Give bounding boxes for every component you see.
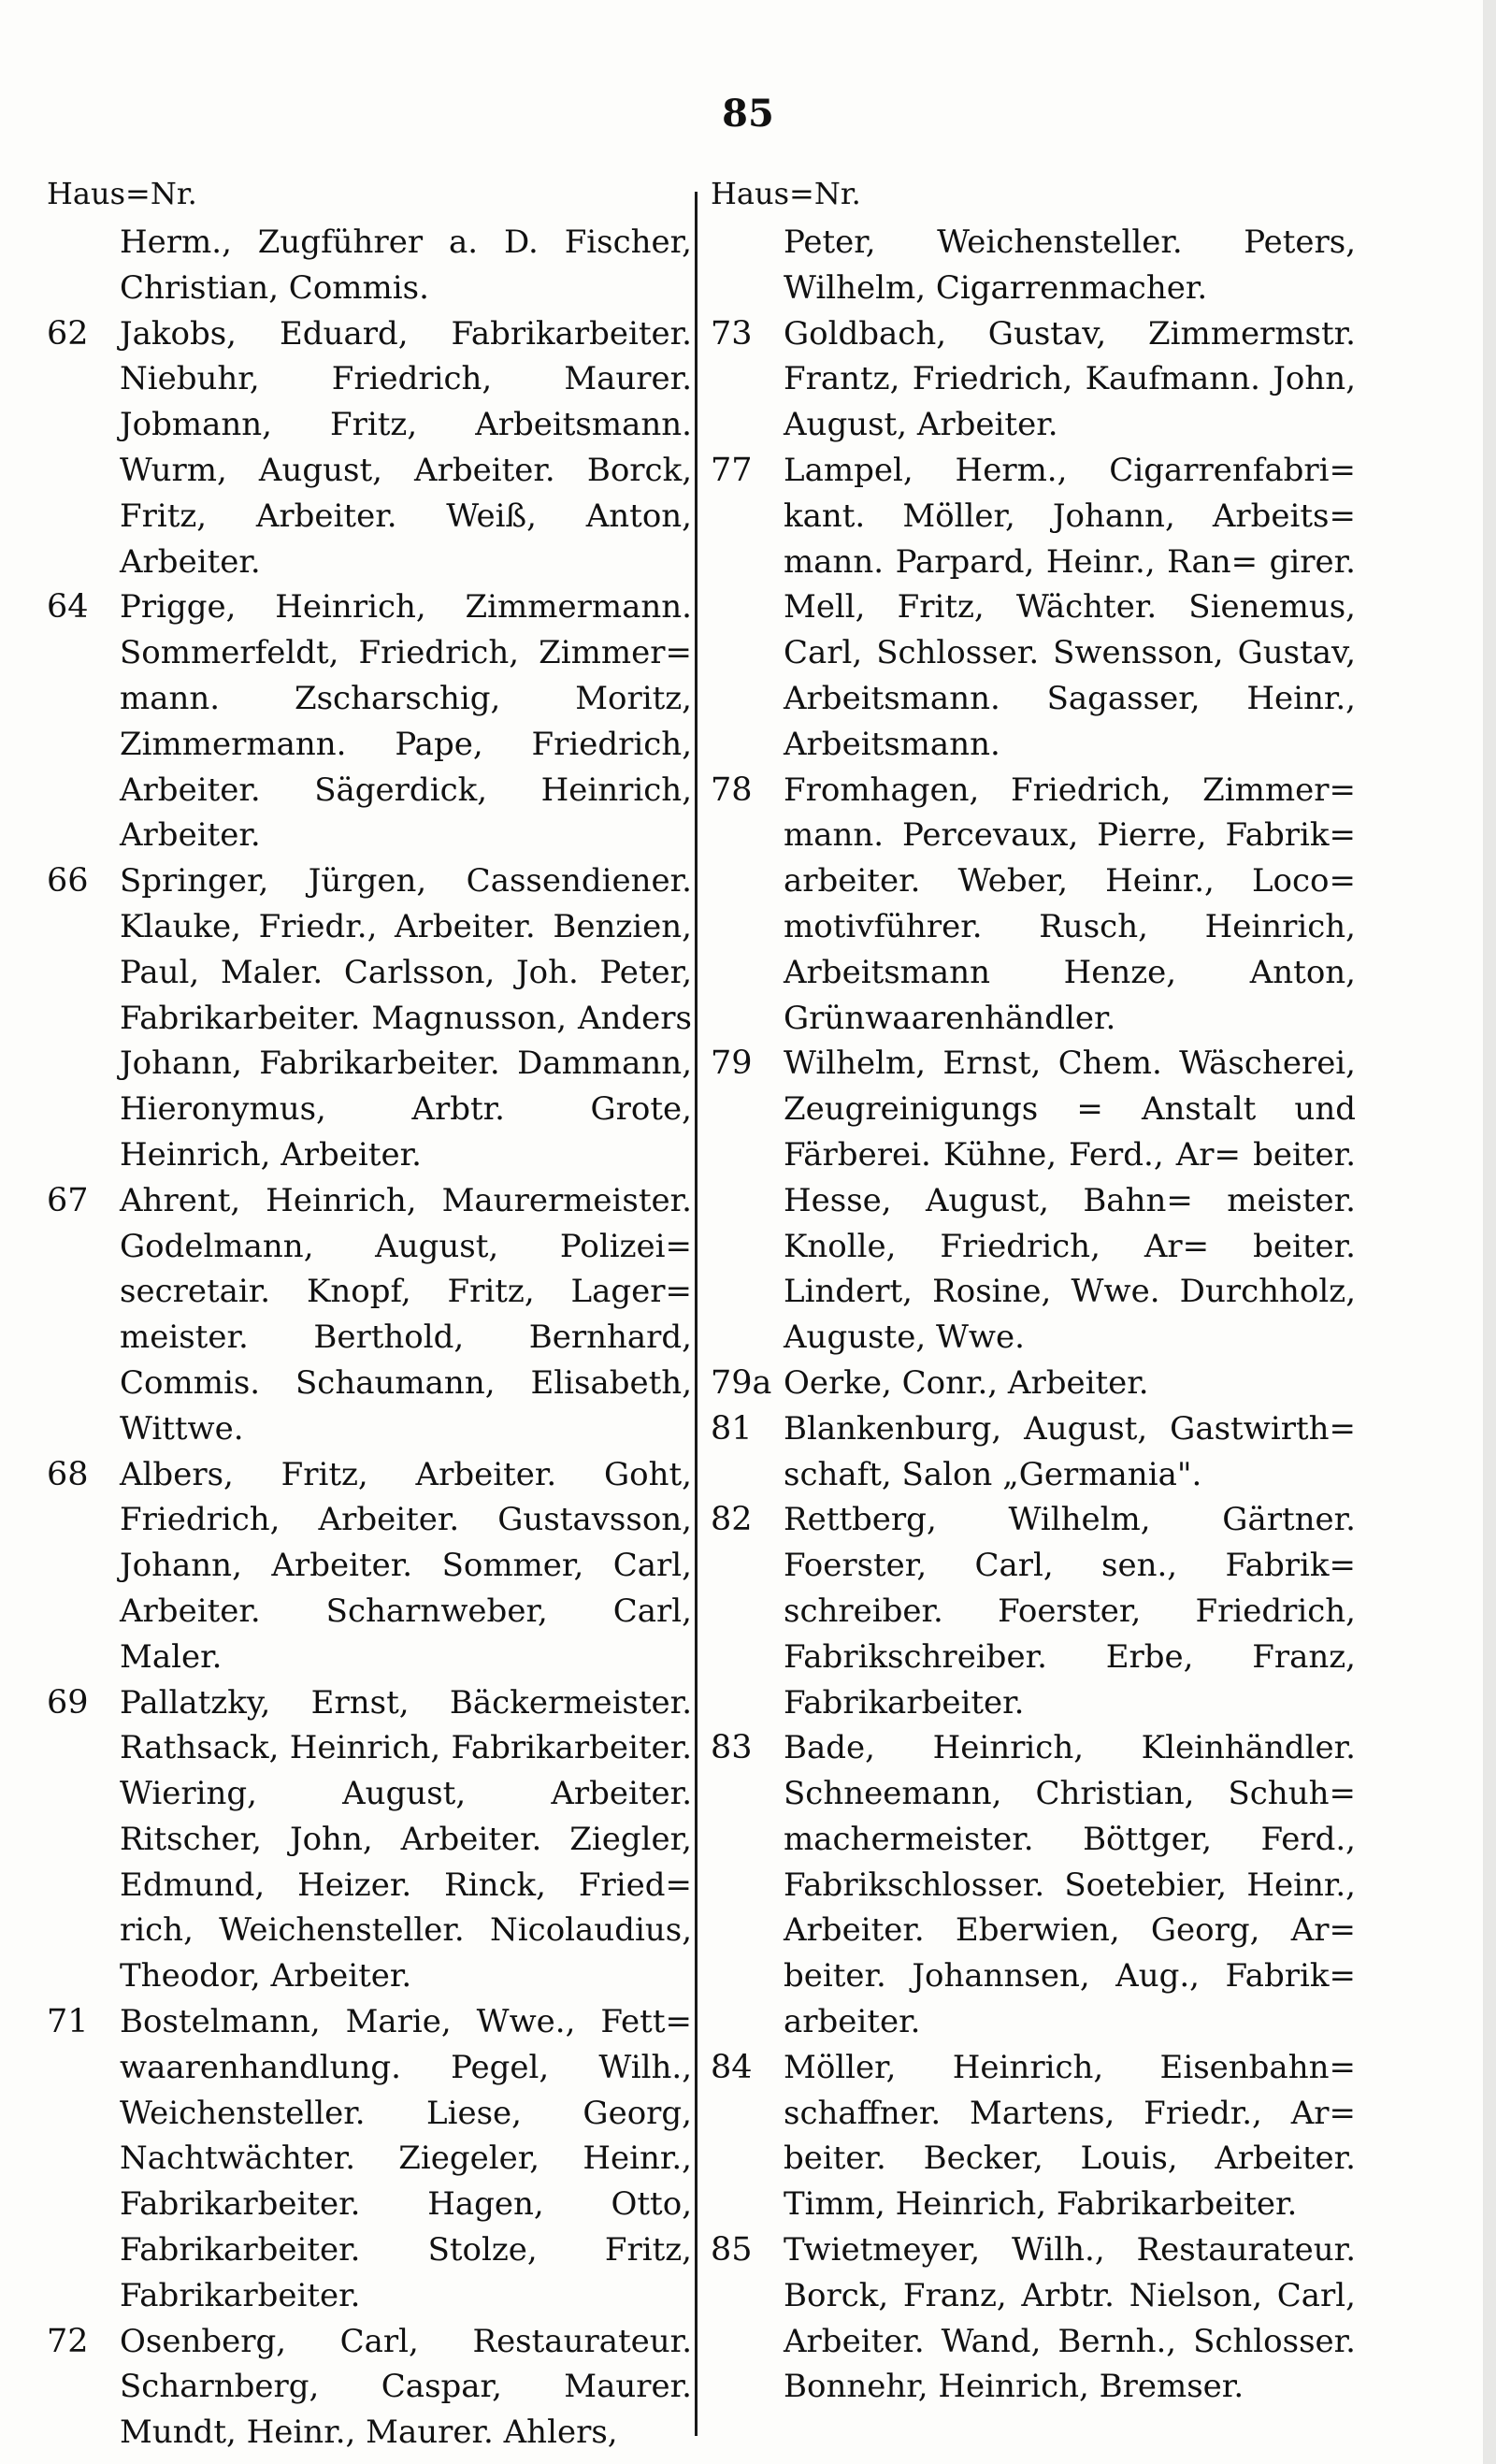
house-number: 84 [711,2048,753,2086]
right-column [711,173,1356,2410]
house-number: 64 [47,588,89,627]
entry-text: Herm., Zugführer a. D. Fischer, Christian, Commis. [120,223,692,307]
page-number: 85 [722,92,774,136]
directory-entry [711,1041,1356,1361]
entry-text: Blankenburg, August, Gastwirth= schaft, Salon „Germania". [784,1409,1356,1493]
directory-entry [47,2319,692,2456]
house-number: 72 [47,2322,89,2360]
directory-entry [711,768,1356,1042]
directory-entry [711,220,1356,311]
house-number: 79a [711,1363,772,1402]
directory-entry [711,1497,1356,1725]
directory-entry [47,584,692,858]
house-number: 66 [47,862,89,901]
directory-entry [711,311,1356,448]
directory-entry [47,1452,692,1680]
house-number: 81 [711,1409,753,1448]
column-divider [695,192,698,2436]
directory-entry [47,1680,692,2000]
directory-entry [711,2227,1356,2410]
directory-entry [47,1178,692,1452]
directory-entry [711,448,1356,768]
directory-entry [711,1361,1356,1406]
entry-text: Goldbach, Gustav, Zimmermstr. Frantz, Friedrich, Kaufmann. John, August, Arbeiter. [784,314,1356,444]
entry-text: Fromhagen, Friedrich, Zimmer= mann. Percevaux, Pierre, Fabrik= arbeiter. Weber, Heinr., Loco= motivführer. Rusch, Heinrich, Arbeitsmann Henze, Anton, Grünwaarenhändler. [784,771,1356,1037]
left-column-header: Haus=Nr. [47,176,197,211]
entry-text: Rettberg, Wilhelm, Gärtner. Foerster, Carl, sen., Fabrik= schreiber. Foerster, Friedrich, Fabrikschreiber. Erbe, Franz, Fabrikarbeiter. [784,1501,1356,1722]
directory-entry [47,858,692,1178]
house-number: 78 [711,771,753,809]
house-number: 82 [711,1501,753,1539]
entry-text: Bade, Heinrich, Kleinhändler. Schneemann, Christian, Schuh= machermeister. Böttger, Ferd., Fabrikschlosser. Soetebier, Heinr., Arbeiter. Eberwien, Georg, Ar= beiter. Johannsen, Aug., Fabrik= arbeiter. [784,1729,1356,2041]
house-number: 73 [711,314,753,353]
house-number: 79 [711,1045,753,1083]
right-column-header: Haus=Nr. [711,176,861,211]
directory-entry [47,220,692,311]
directory-entry [711,2045,1356,2227]
entry-text: Oerke, Conr., Arbeiter. [784,1363,1149,1402]
entry-text: Twietmeyer, Wilh., Restaurateur. Borck, Franz, Arbtr. Nielson, Carl, Arbeiter. Wand, Bernh., Schlosser. Bonnehr, Heinrich, Bremser. [784,2231,1356,2406]
entry-text: Springer, Jürgen, Cassendiener. Klauke, Friedr., Arbeiter. Benzien, Paul, Maler. Carlsson, Joh. Peter, Fabrikarbeiter. Magnusson, Anders Johann, Fabrikarbeiter. Dammann, Hieronymus, Arbtr. Grote, Heinrich, Arbeiter. [120,862,692,1174]
entry-text: Wilhelm, Ernst, Chem. Wäscherei, Zeugreinigungs = Anstalt und Färberei. Kühne, Ferd., Ar= beiter. Hesse, August, Bahn= meister. Knolle, Friedrich, Ar= beiter. Lindert, Rosine, Wwe. Durchholz, Auguste, Wwe. [784,1045,1356,1357]
page-edge [1483,0,1496,2464]
house-number: 69 [47,1683,89,1722]
directory-entry [711,1725,1356,2045]
entry-text: Jakobs, Eduard, Fabrikarbeiter. Niebuhr, Friedrich, Maurer. Jobmann, Fritz, Arbeitsmann. Wurm, August, Arbeiter. Borck, Fritz, Arbeiter. Weiß, Anton, Arbeiter. [120,314,692,581]
house-number: 62 [47,314,89,353]
directory-entry [47,1999,692,2319]
entry-text: Prigge, Heinrich, Zimmermann. Sommerfeldt, Friedrich, Zimmer= mann. Zscharschig, Moritz, Zimmermann. Pape, Friedrich, Arbeiter. Sägerdick, Heinrich, Arbeiter. [120,588,692,855]
entry-text: Osenberg, Carl, Restaurateur. Scharnberg, Caspar, Maurer. Mundt, Heinr., Maurer. Ahlers, [120,2322,692,2452]
left-column [47,173,692,2456]
entry-text: Möller, Heinrich, Eisenbahn= schaffner. Martens, Friedr., Ar= beiter. Becker, Louis, Arbeiter. Timm, Heinrich, Fabrikarbeiter. [784,2048,1356,2224]
entry-text: Lampel, Herm., Cigarrenfabri= kant. Möller, Johann, Arbeits= mann. Parpard, Heinr., Ran= girer. Mell, Fritz, Wächter. Sienemus, Carl, Schlosser. Swensson, Gustav, Arbeitsmann. Sagasser, Heinr., Arbeitsmann. [784,451,1356,763]
house-number: 68 [47,1455,89,1493]
entry-text: Albers, Fritz, Arbeiter. Goht, Friedrich, Arbeiter. Gustavsson, Johann, Arbeiter. Sommer, Carl, Arbeiter. Scharnweber, Carl, Maler. [120,1455,692,1676]
house-number: 71 [47,2003,89,2041]
directory-entry [47,311,692,585]
house-number: 83 [711,1729,753,1767]
directory-entry [711,1406,1356,1498]
entry-text: Ahrent, Heinrich, Maurermeister. Godelmann, August, Polizei= secretair. Knopf, Fritz, Lager= meister. Berthold, Bernhard, Commis. Schaumann, Elisabeth, Wittwe. [120,1181,692,1448]
entry-text: Peter, Weichensteller. Peters, Wilhelm, Cigarrenmacher. [784,223,1356,307]
entry-text: Pallatzky, Ernst, Bäckermeister. Rathsack, Heinrich, Fabrikarbeiter. Wiering, August, Arbeiter. Ritscher, John, Arbeiter. Ziegler, Edmund, Heizer. Rinck, Fried= rich, Weichensteller. Nicolaudius, Theodor, Arbeiter. [120,1683,692,1996]
entry-text: Bostelmann, Marie, Wwe., Fett= waarenhandlung. Pegel, Wilh., Weichensteller. Liese, Georg, Nachtwächter. Ziegeler, Heinr., Fabrikarbeiter. Hagen, Otto, Fabrikarbeiter. Stolze, Fritz, Fabrikarbeiter. [120,2003,692,2314]
house-number: 85 [711,2231,753,2269]
house-number: 77 [711,451,753,489]
house-number: 67 [47,1181,89,1219]
